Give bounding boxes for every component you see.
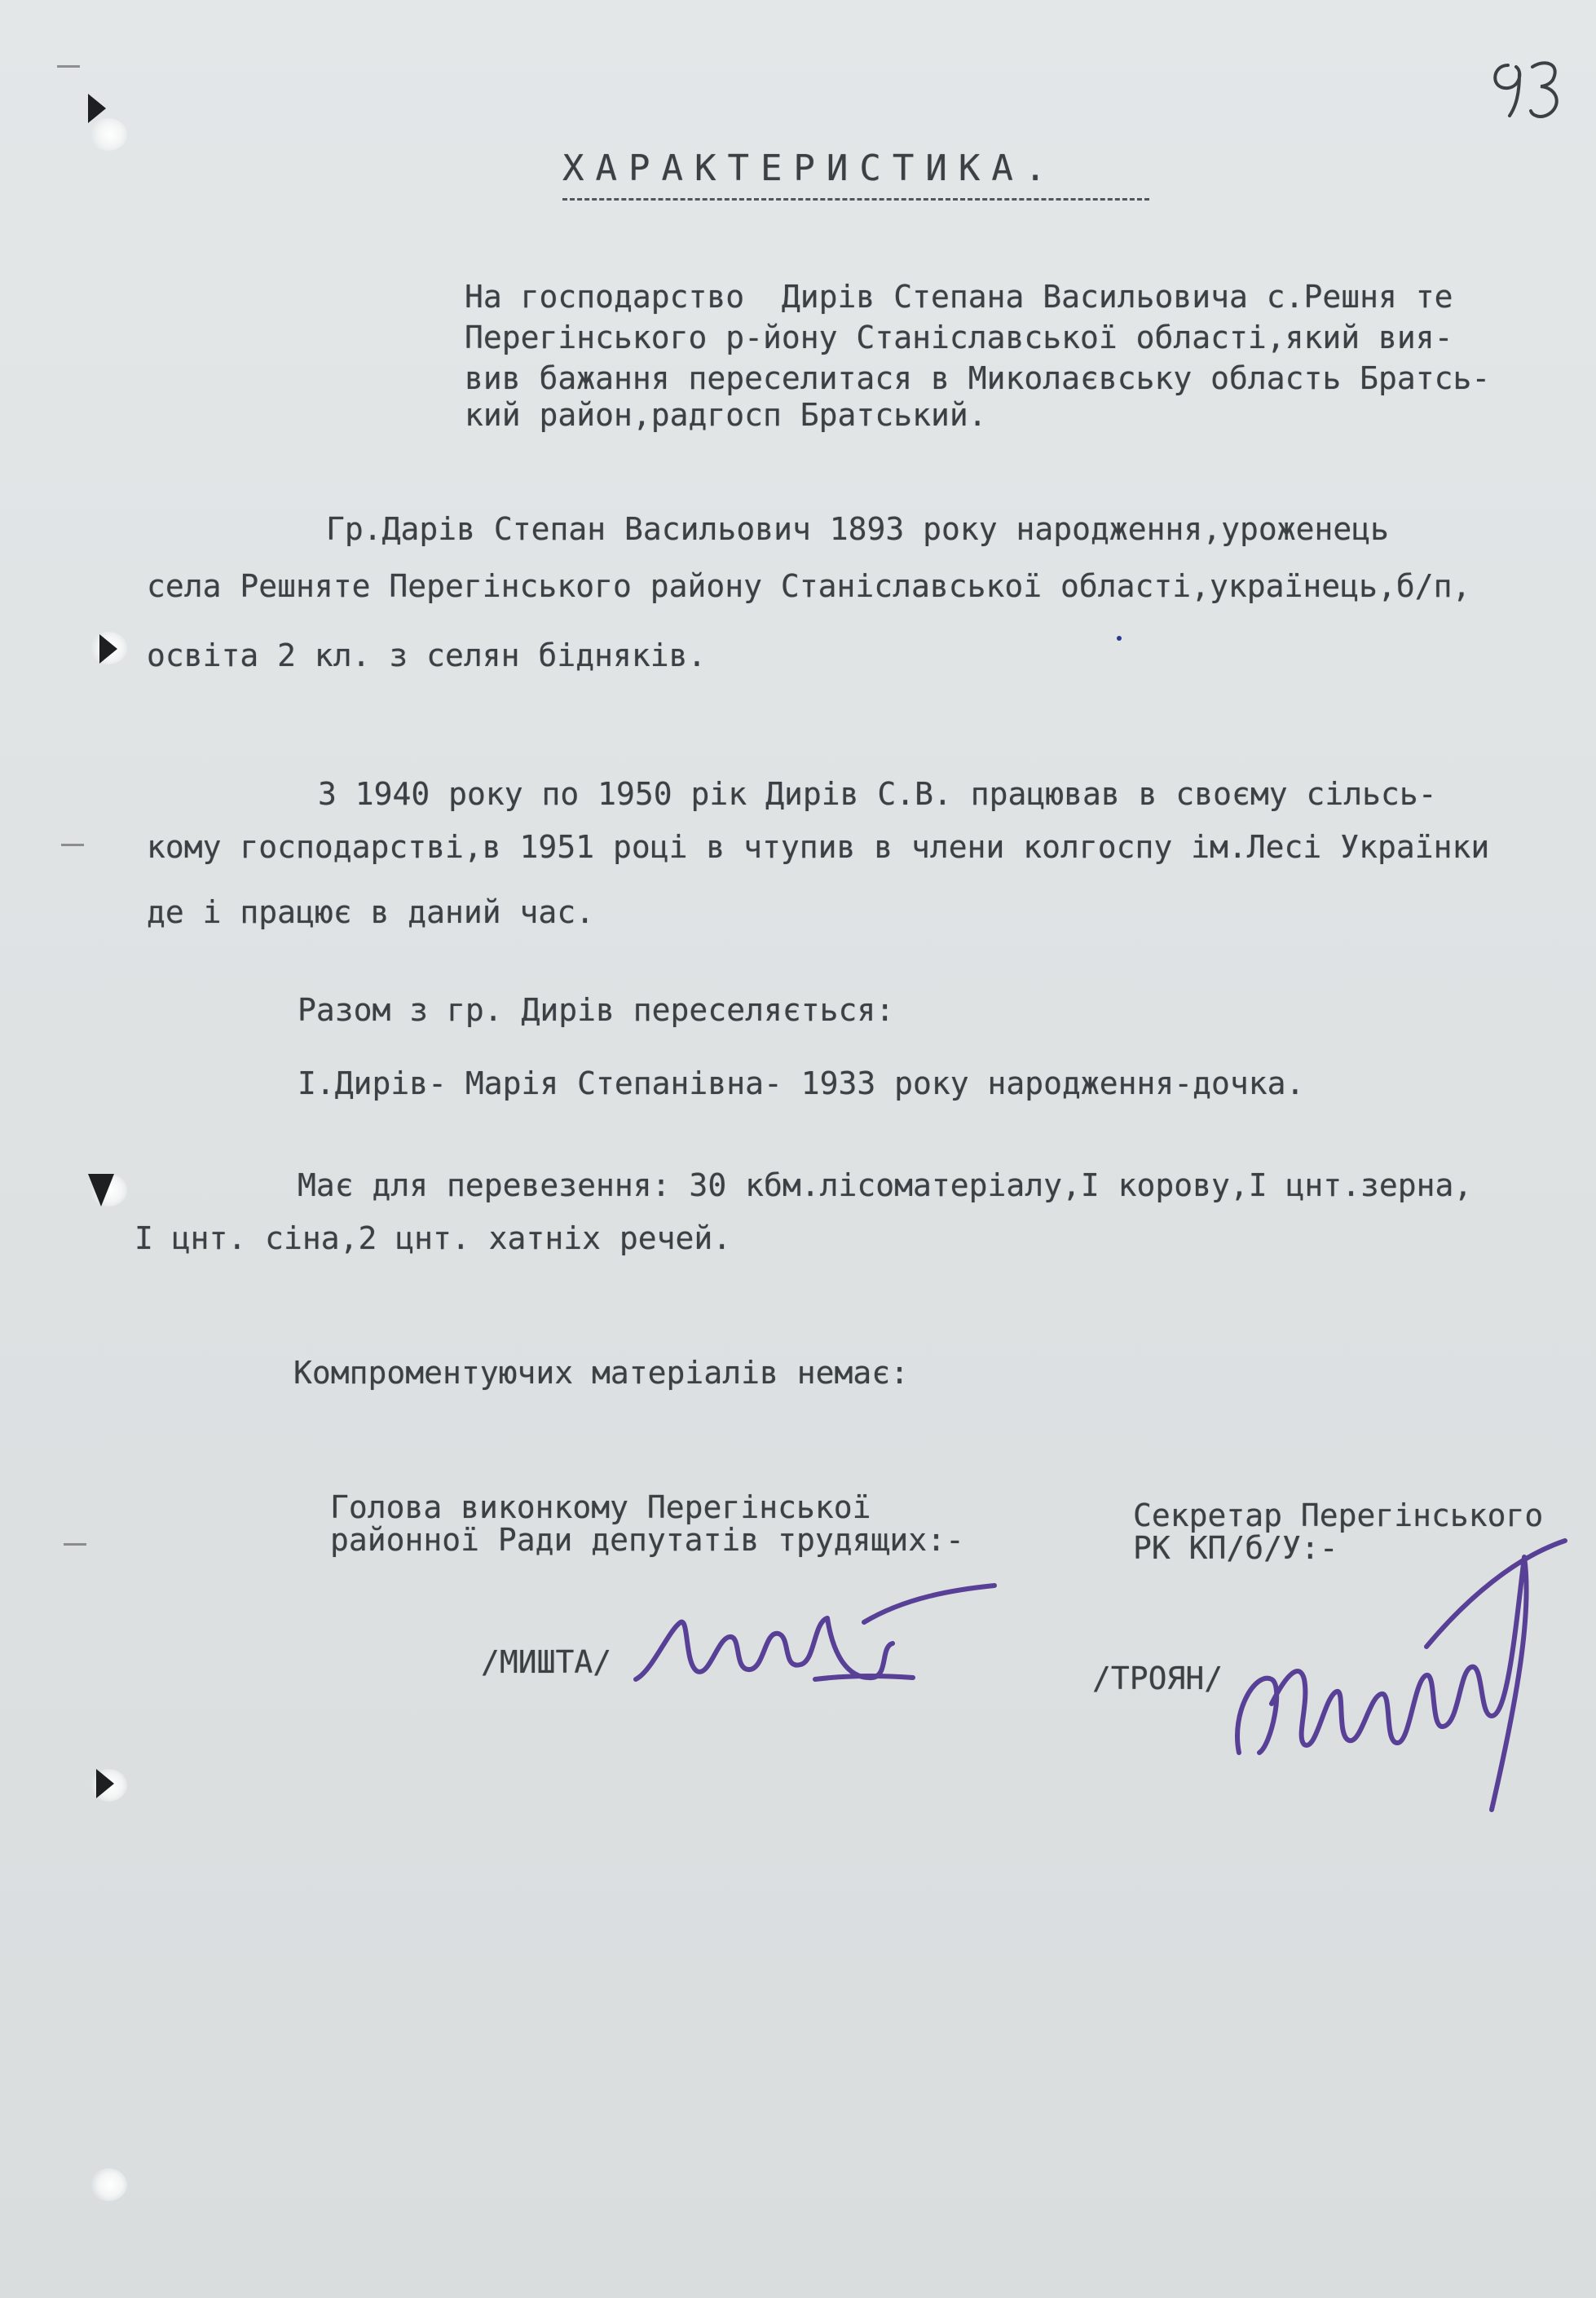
subject-line-4: кий район,радгосп Братський. <box>465 397 987 433</box>
edge-tick <box>61 844 84 846</box>
edge-tick <box>64 1543 86 1546</box>
right-signatory-position-1: Секретар Перегінського <box>1133 1497 1544 1533</box>
transport-line-1: Має для перевезення: 30 кбм.лісоматеріалу,I корову,I цнт.зерна, <box>298 1167 1473 1203</box>
punch-hole-mark-icon <box>88 1174 114 1206</box>
ink-dot <box>1117 636 1122 641</box>
edge-tick <box>57 65 80 68</box>
paragraph-1-line-2: села Решняте Перегінського району Станіславської області,українець,б/п, <box>147 568 1471 604</box>
paragraph-1-line-1: Гр.Дарів Степан Васильович 1893 року народження,уроженець <box>326 511 1390 547</box>
relocating-item-1: I.Дирів- Марія Степанівна- 1933 року народження-дочка. <box>298 1065 1305 1101</box>
paragraph-1-line-3: освіта 2 кл. з селян бідняків. <box>147 637 707 673</box>
paragraph-2-line-1: З 1940 року по 1950 рік Дирів С.В. працював в своєму сільсь- <box>318 776 1437 812</box>
punch-hole-mark-icon <box>99 634 117 664</box>
punch-hole-mark-icon <box>88 94 106 123</box>
subject-line-3: вив бажання переселитася в Миколаєвську область Братсь- <box>465 360 1491 396</box>
transport-line-2: I цнт. сіна,2 цнт. хатніх речей. <box>134 1220 732 1256</box>
left-signatory-position-2: районної Ради депутатів трудящих:- <box>330 1522 964 1558</box>
left-signatory-position-1: Голова виконкому Перегінської <box>330 1489 871 1525</box>
title-underline <box>562 198 1149 201</box>
relocating-intro: Разом з гр. Дирів переселяється: <box>298 992 895 1028</box>
subject-line-1: На господарство Дирів Степана Васильовича с.Решня те <box>465 279 1453 315</box>
left-signatory-name: /МИШТА/ <box>481 1644 612 1680</box>
left-signature-icon <box>619 1573 1003 1712</box>
punch-hole-icon <box>90 2168 127 2201</box>
right-signature-icon <box>1223 1508 1581 1818</box>
punch-hole-icon <box>90 118 127 151</box>
compromising-statement: Компроментуючих матеріалів немає: <box>293 1355 909 1391</box>
handwritten-page-number-icon <box>1484 49 1573 122</box>
paragraph-2-line-3: де і працює в даний час. <box>147 894 595 930</box>
right-signatory-position-2: РК КП/б/У:- <box>1133 1530 1338 1566</box>
paragraph-2-line-2: кому господарстві,в 1951 році в чтупив в члени колгоспу ім.Лесі Українки <box>147 829 1490 865</box>
right-signatory-name: /ТРОЯН/ <box>1092 1661 1223 1696</box>
subject-line-2: Перегінського р-йону Станіславської області,який вия- <box>465 320 1453 355</box>
punch-hole-mark-icon <box>96 1769 114 1798</box>
document-title: ХАРАКТЕРИСТИКА. <box>562 148 1058 189</box>
